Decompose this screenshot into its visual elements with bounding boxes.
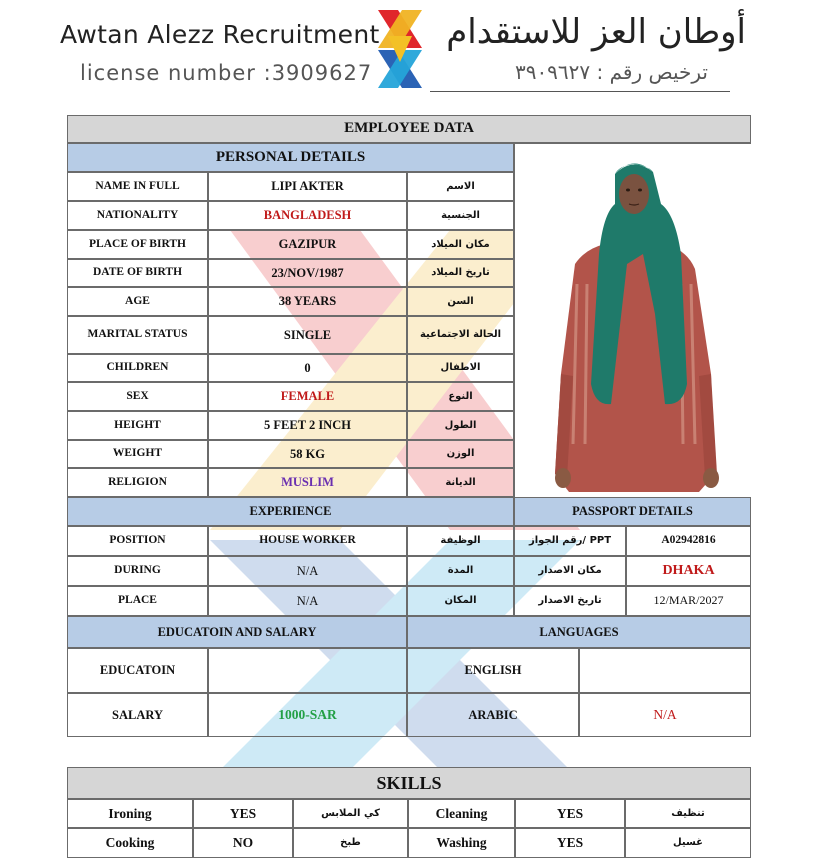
personal-row-value: 58 KG xyxy=(208,440,407,468)
personal-row-label-ar: مكان الميلاد xyxy=(407,230,514,259)
passport-row-label: تاريخ الاصدار xyxy=(514,586,626,616)
passport-row-value: DHAKA xyxy=(626,556,751,586)
languages-header: LANGUAGES xyxy=(407,616,751,648)
personal-row-label: CHILDREN xyxy=(67,354,208,382)
experience-row-label-ar: المدة xyxy=(407,556,514,586)
passport-row-label: PPT /رقم الجواز xyxy=(514,526,626,556)
company-logo xyxy=(374,6,426,92)
personal-row-label-ar: الحالة الاجتماعية xyxy=(407,316,514,354)
skills-header: SKILLS xyxy=(67,767,751,799)
employee-photo xyxy=(514,143,751,497)
experience-row-label-ar: الوظيفة xyxy=(407,526,514,556)
education-value xyxy=(208,648,407,693)
license-number-ar: ترخيص رقم : ٣٩٠٩٦٢٧ xyxy=(514,60,708,84)
education-label: EDUCATOIN xyxy=(67,648,208,693)
experience-row-value: N/A xyxy=(208,586,407,616)
personal-row-label: AGE xyxy=(67,287,208,316)
experience-row-value: N/A xyxy=(208,556,407,586)
personal-row-label-ar: الجنسية xyxy=(407,201,514,230)
experience-header: EXPERIENCE xyxy=(67,497,514,526)
personal-row-label: RELIGION xyxy=(67,468,208,497)
skill-value: YES xyxy=(515,828,625,858)
experience-row-label-ar: المكان xyxy=(407,586,514,616)
experience-row-label: PLACE xyxy=(67,586,208,616)
personal-row-label-ar: الاطفال xyxy=(407,354,514,382)
personal-row-value: 38 YEARS xyxy=(208,287,407,316)
experience-row-value: HOUSE WORKER xyxy=(208,526,407,556)
personal-details-header: PERSONAL DETAILS xyxy=(67,143,514,172)
personal-row-value: MUSLIM xyxy=(208,468,407,497)
skill-label: Cooking xyxy=(67,828,193,858)
personal-row-label: DATE OF BIRTH xyxy=(67,259,208,287)
skill-label-ar: كي الملابس xyxy=(293,799,408,828)
personal-row-value: LIPI AKTER xyxy=(208,172,407,201)
personal-row-value: GAZIPUR xyxy=(208,230,407,259)
skill-label-ar: غسيل xyxy=(625,828,751,858)
passport-row-value: A02942816 xyxy=(626,526,751,556)
english-label: ENGLISH xyxy=(407,648,579,693)
salary-value: 1000-SAR xyxy=(208,693,407,737)
personal-row-label-ar: الطول xyxy=(407,411,514,440)
personal-row-label-ar: السن xyxy=(407,287,514,316)
education-salary-header: EDUCATOIN AND SALARY xyxy=(67,616,407,648)
skill-value: YES xyxy=(515,799,625,828)
personal-row-label: MARITAL STATUS xyxy=(67,316,208,354)
english-value xyxy=(579,648,751,693)
company-name-en: Awtan Alezz Recruitment xyxy=(60,20,380,49)
skill-label: Ironing xyxy=(67,799,193,828)
skill-label: Washing xyxy=(408,828,515,858)
personal-row-label: HEIGHT xyxy=(67,411,208,440)
personal-row-value: FEMALE xyxy=(208,382,407,411)
personal-row-label: NATIONALITY xyxy=(67,201,208,230)
experience-row-label: POSITION xyxy=(67,526,208,556)
personal-row-label: SEX xyxy=(67,382,208,411)
skill-value: NO xyxy=(193,828,293,858)
personal-row-label-ar: الاسم xyxy=(407,172,514,201)
employee-data-title: EMPLOYEE DATA xyxy=(67,115,751,143)
passport-row-label: مكان الاصدار xyxy=(514,556,626,586)
skill-label: Cleaning xyxy=(408,799,515,828)
company-name-ar: أوطان العز للاستقدام xyxy=(446,12,746,52)
personal-row-label: NAME IN FULL xyxy=(67,172,208,201)
skill-value: YES xyxy=(193,799,293,828)
personal-row-value: BANGLADESH xyxy=(208,201,407,230)
personal-row-label-ar: تاريخ الميلاد xyxy=(407,259,514,287)
arabic-value: N/A xyxy=(579,693,751,737)
personal-row-label: WEIGHT xyxy=(67,440,208,468)
passport-row-value: 12/MAR/2027 xyxy=(626,586,751,616)
salary-label: SALARY xyxy=(67,693,208,737)
personal-row-value: SINGLE xyxy=(208,316,407,354)
personal-row-label: PLACE OF BIRTH xyxy=(67,230,208,259)
personal-row-label-ar: الوزن xyxy=(407,440,514,468)
employee-photo-image xyxy=(515,144,752,498)
license-number-en: license number :3909627 xyxy=(80,61,373,85)
arabic-label: ARABIC xyxy=(407,693,579,737)
experience-row-label: DURING xyxy=(67,556,208,586)
personal-row-value: 23/NOV/1987 xyxy=(208,259,407,287)
personal-row-value: 5 FEET 2 INCH xyxy=(208,411,407,440)
header-divider xyxy=(430,91,730,92)
skill-label-ar: تنظيف xyxy=(625,799,751,828)
personal-row-label-ar: الديانة xyxy=(407,468,514,497)
passport-details-header: PASSPORT DETAILS xyxy=(514,497,751,526)
skill-label-ar: طبخ xyxy=(293,828,408,858)
personal-row-value: 0 xyxy=(208,354,407,382)
personal-row-label-ar: النوع xyxy=(407,382,514,411)
